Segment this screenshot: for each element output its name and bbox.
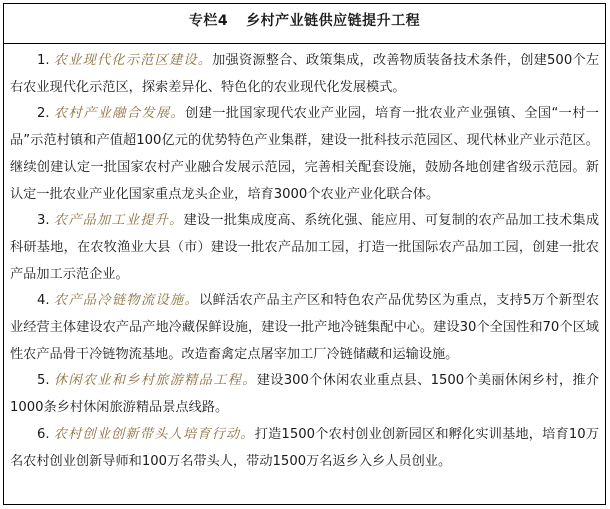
item-heading: 休闲农业和乡村旅游精品工程。 (53, 373, 257, 389)
column-title-text: 乡村产业链供应链提升工程 (246, 13, 421, 29)
item-body: 打造1500个农村创业创新园区和孵化实训基地，培育10万名农村创业创新导师和100万名带头人，带动1500万名返乡入乡人员创业。 (10, 426, 600, 469)
item-heading: 农村产业融合发展。 (53, 106, 186, 122)
item-body: 创建一批国家现代农业产业园，培育一批农业产业强镇、全国“一村一品”示范村镇和产值超100亿元的优势特色产业集群，建设一批科技示范园区、现代林业产业示范区。继续创建认定一批国家农村产业融合发展示范园，完善相关配套设施，鼓励各地创建省级示范园。新认定一批农业产业化国家重点龙头企业，培育3000个农业产业化联合体。 (10, 106, 599, 202)
item-number: 5. (37, 373, 50, 389)
item-body: 建设300个休闲农业重点县、1500个美丽休闲乡村，推介1000条乡村休闲旅游精品景点线路。 (10, 373, 600, 416)
column-header (4, 4, 605, 44)
column-box (3, 3, 606, 505)
item-number: 2. (37, 106, 50, 122)
list-item-5 (10, 368, 599, 421)
item-heading: 农产品加工业提升。 (53, 213, 184, 229)
list-item-2 (10, 101, 599, 208)
column-content (4, 44, 605, 475)
item-heading: 农村创业创新带头人培育行动。 (53, 426, 255, 442)
list-item-6 (10, 422, 599, 475)
item-heading: 农业现代化示范区建设。 (53, 53, 213, 68)
item-number: 1. (37, 53, 50, 68)
item-number: 3. (37, 213, 50, 229)
item-number: 4. (37, 293, 50, 309)
column-label: 专栏4 (188, 13, 229, 29)
item-body: 加强资源整合、政策集成，改善物质装备技术条件，创建500个左右农业现代化示范区，探索差异化、特色化的农业现代化发展模式。 (10, 53, 600, 95)
list-item-4 (10, 288, 599, 368)
item-number: 6. (37, 426, 50, 442)
item-heading: 农产品冷链物流设施。 (53, 293, 199, 309)
list-item-3 (10, 208, 599, 288)
list-item-1 (10, 48, 599, 101)
column-title (189, 10, 420, 30)
item-body: 以鲜活农产品主产区和特色农产品优势区为重点，支持5万个新型农业经营主体建设农产品产地冷藏保鲜设施，建设一批产地冷链集配中心。建设30个全国性和70个区域性农产品骨干冷链物流基地。改造畜禽定点屠宰加工厂冷链储藏和运输设施。 (10, 293, 600, 362)
item-body: 建设一批集成度高、系统化强、能应用、可复制的农产品加工技术集成科研基地，在农牧渔业大县（市）建设一批农产品加工园，打造一批国际农产品加工园，创建一批农产品加工示范企业。 (10, 213, 600, 282)
